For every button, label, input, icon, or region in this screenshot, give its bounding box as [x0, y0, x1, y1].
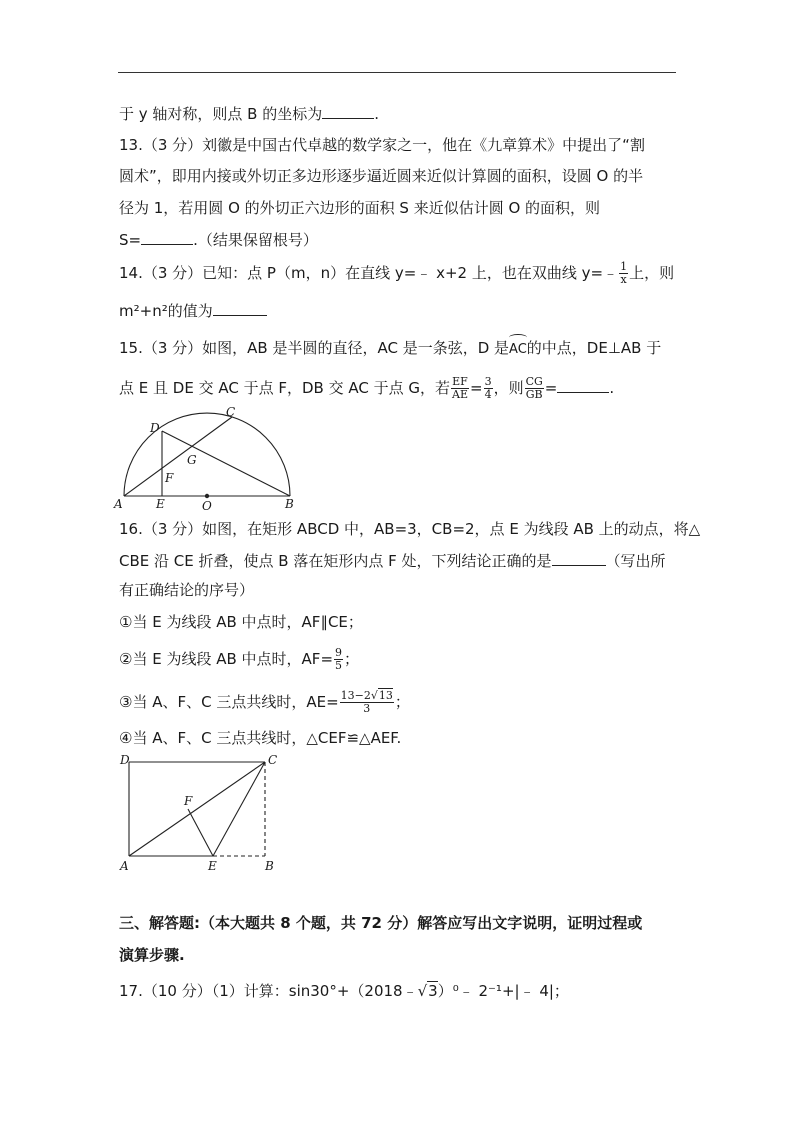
label-e: E	[208, 859, 217, 873]
label-g: G	[187, 453, 197, 467]
label-e: E	[156, 497, 165, 511]
q12-tail	[119, 103, 379, 124]
opt2-end: ；	[344, 650, 360, 668]
frac-denominator: 3	[363, 702, 371, 715]
frac-3-4	[484, 376, 493, 401]
label-f: F	[184, 794, 193, 808]
arc-mark	[509, 334, 527, 341]
segment-db	[162, 431, 290, 496]
segment-fe	[188, 809, 213, 856]
q16-option3	[119, 690, 410, 715]
frac-denominator: x	[620, 273, 627, 286]
q15-text: 15.（3 分）如图，AB 是半圆的直径，AC 是一条弦，D 是	[119, 339, 510, 357]
arc-label: AC	[509, 342, 527, 357]
label-f: F	[165, 471, 174, 485]
frac-ae-value	[340, 690, 394, 715]
center-point	[205, 494, 209, 498]
q13-line3: 径为 1，若用圆 O 的外切正六边形的面积 S 来近似估计圆 O 的面积，则	[119, 199, 601, 217]
q16-option1: ①当 E 为线段 AB 中点时，AF∥CE；	[119, 613, 363, 631]
frac-numerator: 3	[484, 375, 492, 388]
frac-cg-gb	[525, 376, 544, 401]
frac-denominator: 4	[484, 388, 492, 401]
chord-ac	[124, 417, 232, 496]
label-d: D	[120, 753, 130, 767]
label-b: B	[285, 497, 294, 511]
label-a: A	[120, 859, 129, 873]
q17-text-post: ）⁰﹣ 2⁻¹+|﹣ 4|；	[437, 982, 569, 1000]
q13-s-label: S=	[119, 231, 142, 249]
q13-line4	[119, 229, 318, 250]
q12-end: .	[374, 105, 380, 123]
semicircle-figure	[112, 404, 302, 512]
answer-blank	[552, 550, 606, 566]
frac-numerator: 1	[620, 260, 628, 273]
q15-text2: 点 E 且 DE 交 AC 于点 F，DB 交 AC 于点 G，若	[119, 379, 450, 397]
opt3-end: ；	[394, 693, 410, 711]
answer-blank	[322, 103, 374, 119]
radicand: 3	[428, 982, 438, 1000]
label-o: O	[202, 499, 212, 512]
answer-blank	[557, 377, 609, 393]
diagonal-ac	[129, 762, 265, 856]
q13-line2: 圆术”，即用内接或外切正多边形逐步逼近圆来近似计算圆的面积，设圆 O 的半	[119, 167, 644, 185]
sqrt-3: √3	[417, 982, 438, 1000]
q14-line1	[119, 261, 674, 286]
opt2-text: ②当 E 为线段 AB 中点时，AF=	[119, 650, 334, 668]
rectangle-figure	[112, 752, 287, 874]
q16-line2	[119, 550, 666, 571]
sqrt-13: √13	[370, 689, 393, 702]
equals: =	[469, 379, 483, 397]
frac-numerator: EF	[452, 375, 468, 388]
q13-note: .（结果保留根号）	[193, 231, 318, 249]
q14-fraction	[619, 261, 628, 286]
q14-text-post: 上，则	[629, 264, 675, 282]
q12-text: 于 y 轴对称，则点 B 的坐标为	[119, 105, 323, 123]
q14-text: 14.（3 分）已知：点 P（m，n）在直线 y=﹣ x+2 上，也在双曲线 y=﹣	[119, 264, 619, 282]
q16-text-post: （写出所	[605, 552, 666, 570]
frac-denominator: GB	[525, 388, 543, 401]
frac-numerator: CG	[525, 375, 543, 388]
header-rule	[118, 72, 676, 73]
q16-text: CBE 沿 CE 折叠，使点 B 落在矩形内点 F 处，下列结论正确的是	[119, 552, 552, 570]
segment-ce	[213, 762, 265, 856]
q16-line3: 有正确结论的序号）	[119, 581, 255, 599]
label-d: D	[150, 421, 160, 435]
q17-text: 17.（10 分）（1）计算：sin30°+（2018﹣	[119, 982, 418, 1000]
section3-heading-line2: 演算步骤.	[119, 946, 185, 964]
frac-denominator: AE	[452, 388, 468, 401]
radicand: 13	[378, 689, 393, 702]
answer-blank	[141, 229, 193, 245]
q13-line1: 13.（3 分）刘徽是中国古代卓越的数学家之一，他在《九章算术》中提出了“割	[119, 136, 645, 154]
label-a: A	[114, 497, 123, 511]
q15-line1	[119, 338, 661, 360]
opt3-text: ③当 A、F、C 三点共线时，AE=	[119, 693, 339, 711]
q15-end: .	[609, 379, 615, 397]
q15-then: ，则	[493, 379, 524, 397]
answer-blank	[213, 300, 267, 316]
label-b: B	[265, 859, 274, 873]
frac-ef-ae	[451, 376, 469, 401]
q14-line2	[119, 300, 267, 321]
section3-heading-line1: 三、解答题:（本大题共 8 个题，共 72 分）解答应写出文字说明，证明过程或	[119, 914, 643, 932]
equals: =	[544, 379, 558, 397]
q16-line1: 16.（3 分）如图，在矩形 ABCD 中，AB=3，CB=2，点 E 为线段 AB 上的动点，将△	[119, 520, 701, 538]
q16-option4: ④当 A、F、C 三点共线时，△CEF≌△AEF.	[119, 729, 402, 747]
q14-question: m²+n²的值为	[119, 302, 213, 320]
label-c: C	[226, 405, 236, 419]
q15-text-post: 的中点，DE⊥AB 于	[526, 339, 662, 357]
arc-ac	[509, 340, 527, 360]
q16-option2	[119, 647, 359, 672]
frac-9-5	[334, 647, 343, 672]
label-c: C	[268, 753, 278, 767]
q17-line1	[119, 981, 569, 1001]
frac-denominator: 5	[335, 659, 343, 672]
frac-numerator: 9	[335, 646, 343, 659]
q15-line2	[119, 376, 614, 401]
num-part: 13−2	[340, 689, 371, 702]
